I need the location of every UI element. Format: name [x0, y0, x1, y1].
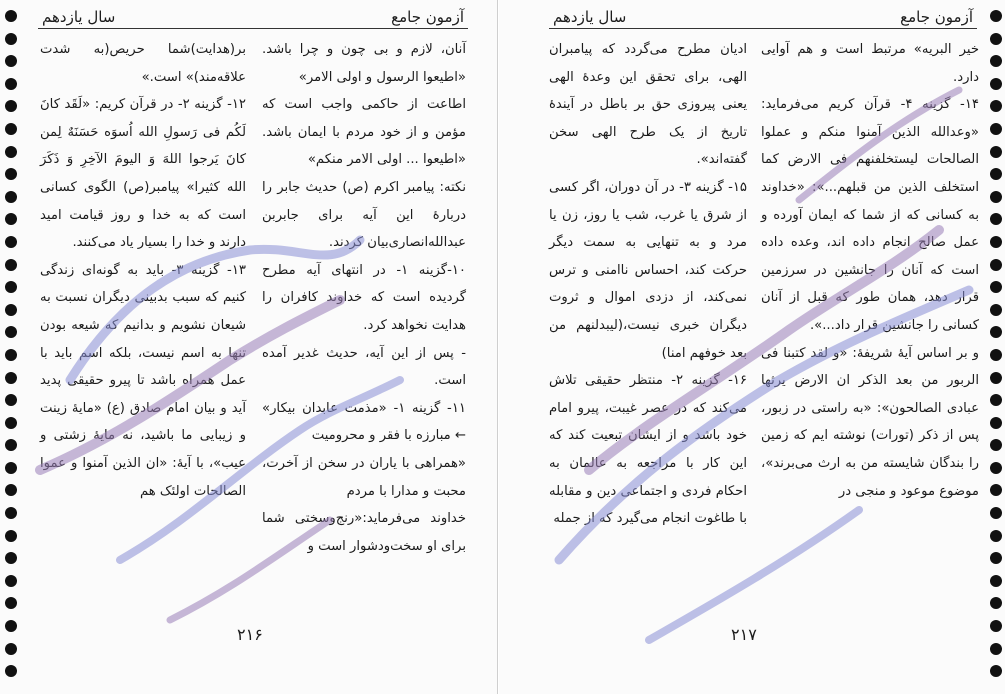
- binding-ring: [5, 372, 17, 384]
- binding-ring: [5, 530, 17, 542]
- binding-ring: [5, 484, 17, 496]
- binding-ring: [5, 575, 17, 587]
- binding-ring: [5, 146, 17, 158]
- binding-ring: [5, 168, 17, 180]
- binding-ring: [5, 191, 17, 203]
- binding-ring: [990, 530, 1002, 542]
- binding-ring: [990, 10, 1002, 22]
- binding-ring: [990, 146, 1002, 158]
- page-number: ۲۱۷: [731, 625, 757, 644]
- binding-ring: [5, 281, 17, 293]
- text-column-left: [549, 36, 747, 533]
- binding-ring: [5, 33, 17, 45]
- binding-ring: [990, 55, 1002, 67]
- paragraph: ۱۰-گزینه ۱- در انتهای آیه مطرح گردیده است که خداوند کافران را هدایت نخواهد کرد.: [262, 262, 467, 333]
- right-page: [499, 0, 1005, 694]
- binding-ring: [5, 507, 17, 519]
- binding-ring: [5, 100, 17, 112]
- header-title: آزمون جامع: [391, 8, 464, 26]
- binding-rings: [988, 10, 1002, 688]
- binding-ring: [5, 597, 17, 609]
- binding-ring: [990, 394, 1002, 406]
- paragraph: - پس از این آیه، حدیث غدیر آمده است.: [262, 345, 466, 389]
- binding-ring: [990, 439, 1002, 451]
- binding-ring: [5, 643, 17, 655]
- binding-ring: [990, 372, 1002, 384]
- text-column-left: [40, 36, 246, 505]
- binding-ring: [990, 168, 1002, 180]
- paragraph: ادیان مطرح می‌گردد که پیامبران الهی، برای تحقق این وعدهٔ الهی یعنی پیروزی حق بر باطل در آیندهٔ تاریخ از یک طرح الهی سخن گفته‌اند».: [549, 42, 747, 168]
- header-title: آزمون جامع: [900, 8, 973, 26]
- header-grade: سال یازدهم: [42, 8, 116, 26]
- binding-ring: [5, 620, 17, 632]
- binding-ring: [5, 123, 17, 135]
- text-column-right: [761, 36, 979, 505]
- text-column-right: [262, 36, 466, 560]
- binding-ring: [5, 10, 17, 22]
- paragraph: خیر البریه» مرتبط است و هم آوایی دارد.: [761, 42, 979, 85]
- binding-ring: [5, 236, 17, 248]
- binding-ring: [990, 326, 1002, 338]
- binding-ring: [990, 304, 1002, 316]
- binding-ring: [5, 55, 17, 67]
- binding-ring: [990, 33, 1002, 45]
- binding-ring: [990, 462, 1002, 474]
- binding-ring: [5, 259, 17, 271]
- binding-ring: [990, 123, 1002, 135]
- binding-ring: [990, 213, 1002, 225]
- binding-ring: [5, 213, 17, 225]
- binding-ring: [5, 462, 17, 474]
- paragraph: ۱۶- گزینه ۲- منتظر حقیقی تلاش می‌کند که در عصر غیبت، پیرو امام خود باشد و از ایشان تبعیت کند که این کار با مراجعه به عالمان به احکام فردی و اجتماعی دین و مقابله با طاغوت انجام می‌گیرد که از جمله: [549, 373, 747, 527]
- page-header: [549, 6, 977, 29]
- binding-ring: [5, 326, 17, 338]
- binding-ring: [5, 304, 17, 316]
- paragraph: ۱۴- گزینه ۴- قرآن کریم می‌فرماید: «وعدالله الذین آمنوا منکم و عملوا الصالحات لیستخلفنهم فی الارض کما استخلف الذین من قبلهم...»: «خداوند به کسانی که از شما که ایمان آورده و عمل صالح انجام داده اند، وعده داده است که آنان را جانشین در سرزمین قرار دهد، همان طور که قبل از آنان کسانی را جانشین قرار داد...».: [761, 97, 979, 333]
- paragraph: نکته: پیامبر اکرم (ص) حدیث جابر را دربارهٔ این آیه برای جابربن عبدالله‌انصاری‌بیان کردند.: [262, 179, 466, 251]
- binding-ring: [5, 349, 17, 361]
- binding-ring: [990, 643, 1002, 655]
- paragraph: آنان، لازم و بی چون و چرا باشد. «اطیعوا الرسول و اولی الامر»: [262, 42, 466, 85]
- paragraph: ۱۲- گزینه ۲- در قرآن کریم: «لَقَد کانَ لَکُم فی رَسولِ الله اُسوَه حَسَنَهٌ لِمن کانَ یَرجوا اللهَ وَ الیومَ الآخِرِ وَ ذَکَرَ الله کثیرا» پیامبر(ص) الگوی کسانی است که به خدا و روز قیامت امید دارند و خدا را بسیار یاد می‌کنند.: [40, 97, 246, 251]
- binding-ring: [990, 191, 1002, 203]
- paragraph: خداوند می‌فرماید:«رنج‌وسختی شما برای او سخت‌ودشوار است و: [262, 511, 466, 554]
- binding-ring: [990, 281, 1002, 293]
- binding-ring: [990, 417, 1002, 429]
- paragraph: ۱۵- گزینه ۳- در آن دوران، اگر کسی از شرق یا غرب، شب یا روز، زن یا مرد و به تنهایی به سمت دیگر حرکت کند، احساس ناامنی و ترس نمی‌کند، از دزدی اموال و ثروت دیگران خبری نیست،(لیبدلنهم من بعد خوفهم امنا): [549, 179, 747, 361]
- page-number: ۲۱۶: [237, 625, 263, 644]
- page-header: [38, 6, 468, 29]
- binding-ring: [990, 665, 1002, 677]
- binding-ring: [5, 417, 17, 429]
- paragraph: اطاعت از حاکمی واجب است که مؤمن و از خود مردم با ایمان باشد. «اطیعوا ... اولی الامر منکم»: [262, 97, 466, 168]
- binding-ring: [990, 484, 1002, 496]
- binding-ring: [5, 439, 17, 451]
- binding-ring: [990, 236, 1002, 248]
- binding-ring: [5, 665, 17, 677]
- binding-ring: [990, 575, 1002, 587]
- paragraph: ۱۳- گزینه ۳- باید به گونه‌ای زندگی کنیم که سبب بدبینی دیگران نسبت به شیعان نشویم و بدانیم که شیعه بودن تنها به اسم نیست، بلکه اسم باید با عمل همراه باشد تا پیرو حقیقی پدید آید و بیان امام صادق (ع) «مایهٔ زینت و زیبایی ما باشید، نه مایهٔ زشتی و عیب»، با آیهٔ: «ان الذین آمنوا و عموا الصالحات اولئک هم: [40, 262, 246, 499]
- binding-ring: [990, 552, 1002, 564]
- paragraph: ۱۱- گزینه ۱- «مذمت عابدان بیکار» ← مبارزه با فقر و محرومیت: [262, 400, 466, 444]
- binding-ring: [990, 620, 1002, 632]
- paragraph: بر(هدایت)شما حریص(به شدت علاقه‌مند)» است.»: [40, 42, 246, 85]
- binding-ring: [990, 259, 1002, 271]
- binding-ring: [5, 78, 17, 90]
- paragraph: و بر اساس آیهٔ شریفهٔ: «و لقد کتبنا فی الربور من بعد الذکر ان الارض یرثها عبادی الصالحون»: «به راستی در زبور، پس از ذکر (تورات) نوشته ایم که زمین را بندگان شایسته من به ارث می‌برند»، موضوع موعود و منجی در: [761, 345, 979, 499]
- binding-ring: [5, 394, 17, 406]
- left-page: [0, 0, 498, 694]
- binding-ring: [990, 78, 1002, 90]
- paragraph: «همراهی با یاران در سخن از آخرت، محبت و مدارا با مردم: [262, 455, 466, 499]
- binding-ring: [990, 100, 1002, 112]
- header-grade: سال یازدهم: [553, 8, 627, 26]
- binding-rings: [3, 10, 17, 688]
- binding-ring: [990, 349, 1002, 361]
- binding-ring: [5, 552, 17, 564]
- binding-ring: [990, 597, 1002, 609]
- binding-ring: [990, 507, 1002, 519]
